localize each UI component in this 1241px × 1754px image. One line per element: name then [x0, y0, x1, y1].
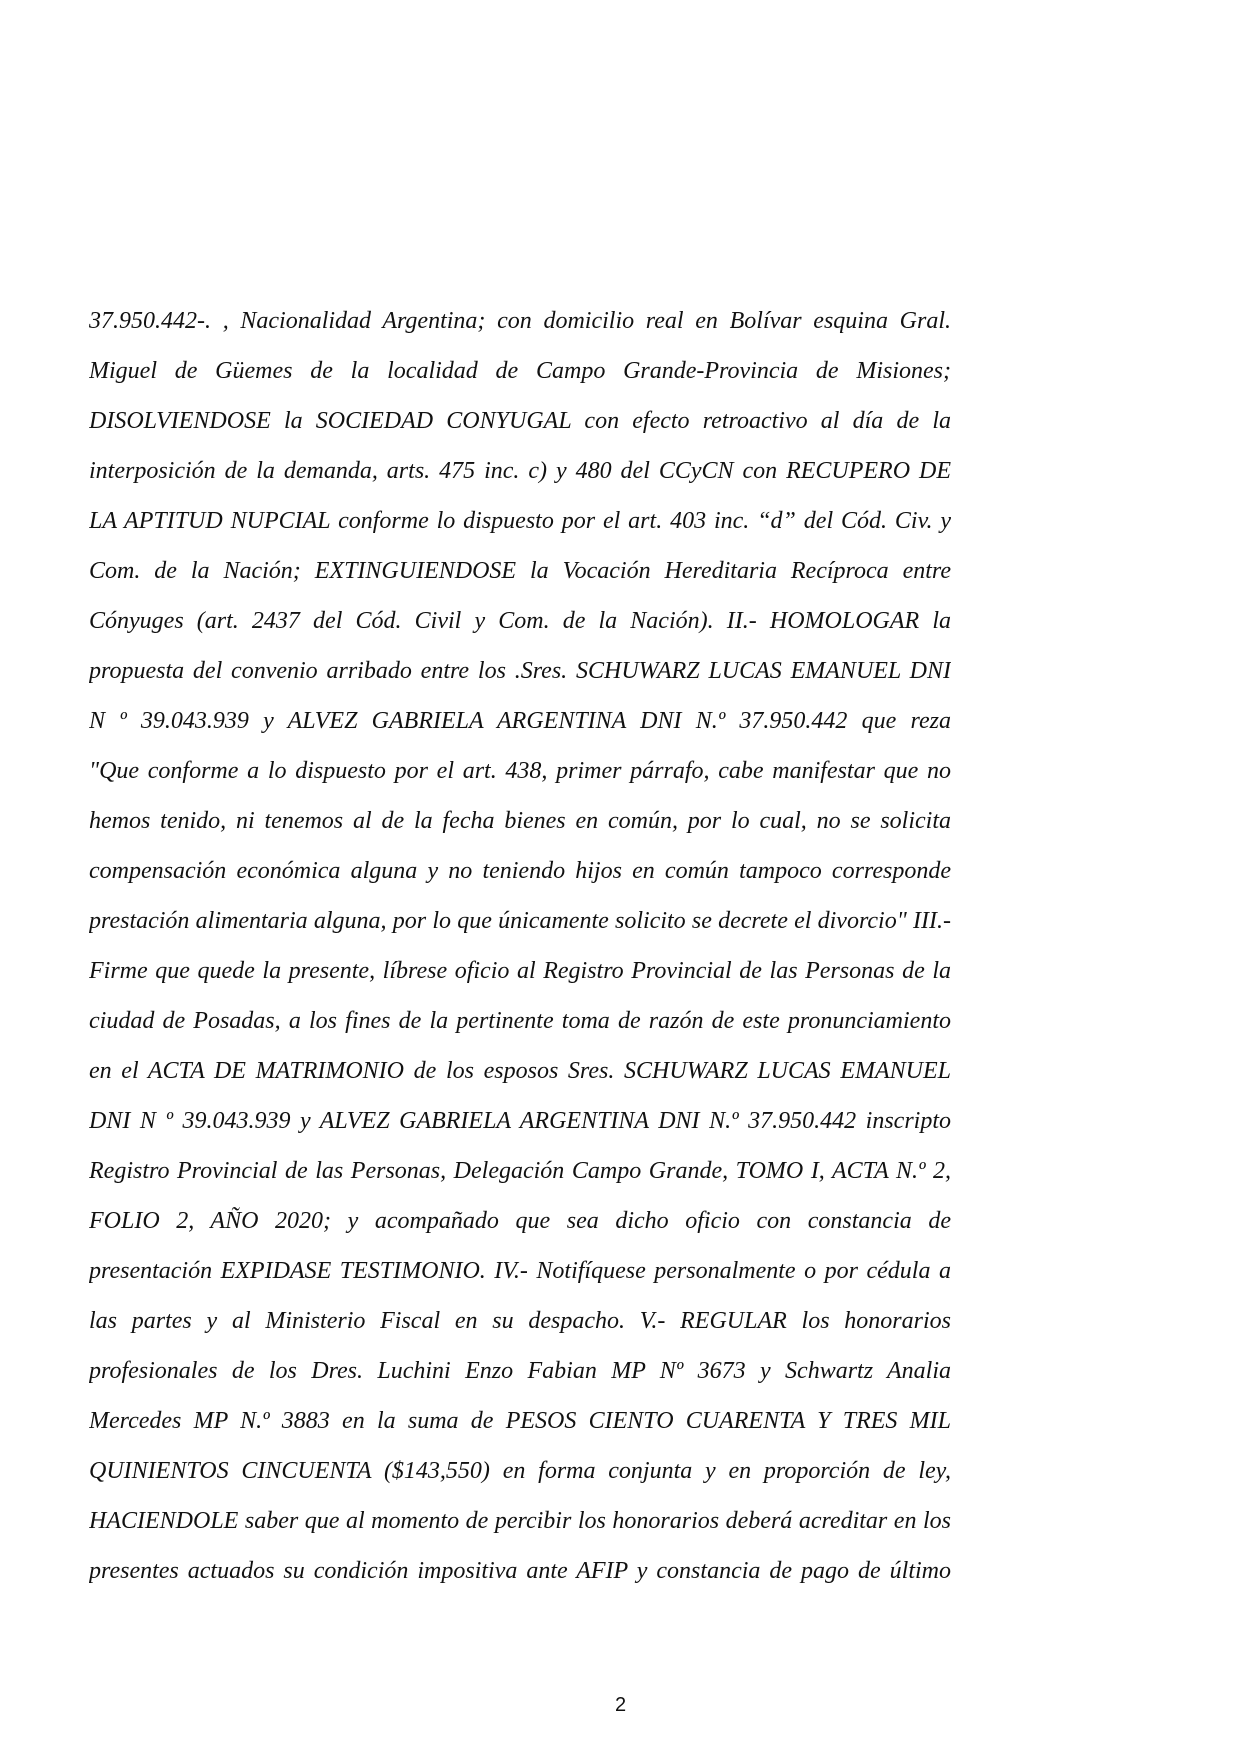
text-line: Firme que quede la presente, líbrese oficio al Registro Provincial de las Personas de la [89, 958, 951, 984]
text-line: Miguel de Güemes de la localidad de Campo Grande-Provincia de Misiones; [89, 358, 951, 384]
text-line: Com. de la Nación; EXTINGUIENDOSE la Vocación Hereditaria Recíproca entre [89, 558, 951, 584]
text-line: Registro Provincial de las Personas, Delegación Campo Grande, TOMO I, ACTA N.º 2, [89, 1158, 951, 1184]
text-line: hemos tenido, ni tenemos al de la fecha bienes en común, por lo cual, no se solicita [89, 808, 951, 834]
text-line: Mercedes MP N.º 3883 en la suma de PESOS CIENTO CUARENTA Y TRES MIL [89, 1408, 951, 1434]
text-line: FOLIO 2, AÑO 2020; y acompañado que sea dicho oficio con constancia de [89, 1208, 951, 1234]
text-line: Cónyuges (art. 2437 del Cód. Civil y Com. de la Nación). II.- HOMOLOGAR la [89, 608, 951, 634]
text-line: ciudad de Posadas, a los fines de la pertinente toma de razón de este pronunciamiento [89, 1008, 951, 1034]
text-line: en el ACTA DE MATRIMONIO de los esposos Sres. SCHUWARZ LUCAS EMANUEL [89, 1058, 951, 1084]
text-line: "Que conforme a lo dispuesto por el art. 438, primer párrafo, cabe manifestar que no [89, 758, 951, 784]
text-line: DNI N º 39.043.939 y ALVEZ GABRIELA ARGENTINA DNI N.º 37.950.442 inscripto [89, 1108, 951, 1134]
text-line: HACIENDOLE saber que al momento de percibir los honorarios deberá acreditar en los [89, 1508, 951, 1534]
text-line: profesionales de los Dres. Luchini Enzo Fabian MP Nº 3673 y Schwartz Analia [89, 1358, 951, 1384]
text-line: propuesta del convenio arribado entre los .Sres. SCHUWARZ LUCAS EMANUEL DNI [89, 658, 951, 684]
body-text [89, 296, 951, 1596]
page-number: 2 [614, 1694, 627, 1716]
text-line: compensación económica alguna y no teniendo hijos en común tampoco corresponde [89, 858, 951, 884]
text-line: N º 39.043.939 y ALVEZ GABRIELA ARGENTINA DNI N.º 37.950.442 que reza [89, 708, 951, 734]
text-line: LA APTITUD NUPCIAL conforme lo dispuesto por el art. 403 inc. “d” del Cód. Civ. y [89, 508, 951, 534]
text-line: presentes actuados su condición impositiva ante AFIP y constancia de pago de último [89, 1558, 951, 1584]
text-line: las partes y al Ministerio Fiscal en su despacho. V.- REGULAR los honorarios [89, 1308, 951, 1334]
text-line: QUINIENTOS CINCUENTA ($143,550) en forma conjunta y en proporción de ley, [89, 1458, 951, 1484]
text-line: 37.950.442-. , Nacionalidad Argentina; con domicilio real en Bolívar esquina Gral. [89, 308, 951, 334]
text-line: DISOLVIENDOSE la SOCIEDAD CONYUGAL con efecto retroactivo al día de la [89, 408, 951, 434]
text-line: prestación alimentaria alguna, por lo que únicamente solicito se decrete el divorcio" III.- [89, 908, 951, 934]
text-line: interposición de la demanda, arts. 475 inc. c) y 480 del CCyCN con RECUPERO DE [89, 458, 951, 484]
text-line: presentación EXPIDASE TESTIMONIO. IV.- Notifíquese personalmente o por cédula a [89, 1258, 951, 1284]
